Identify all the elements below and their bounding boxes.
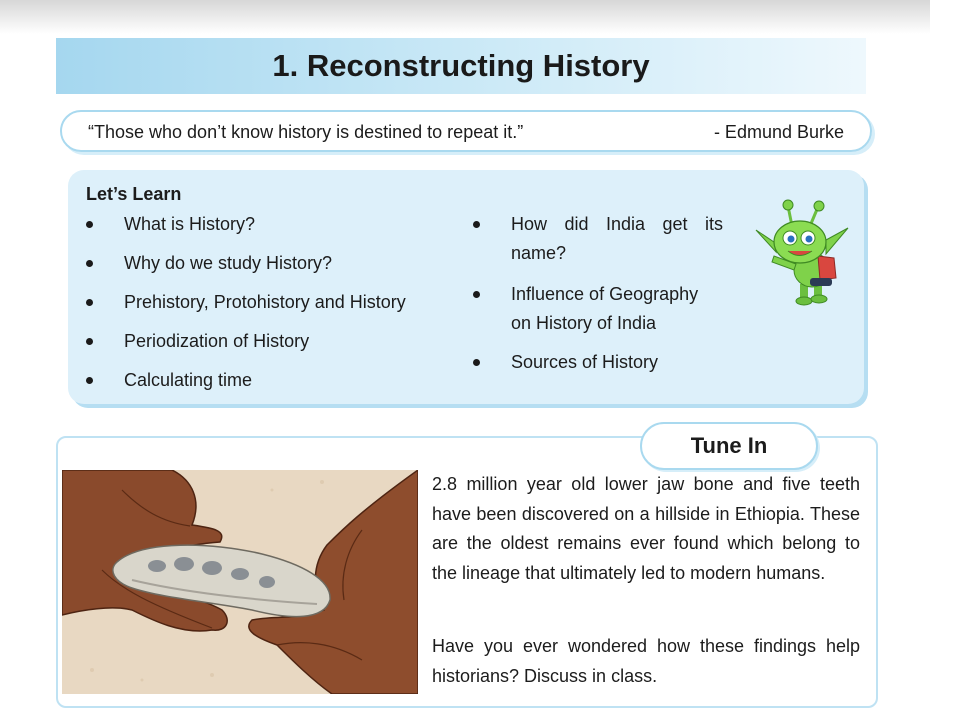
bullet-icon <box>86 299 93 306</box>
bullet-icon <box>473 359 480 366</box>
list-item-text: What is History? <box>124 214 256 234</box>
bullet-icon <box>86 377 93 384</box>
list-item-text: Influence of Geography on History of India <box>511 284 699 333</box>
bullet-icon <box>86 221 93 228</box>
tune-in-paragraph-1: 2.8 million year old lower jaw bone and five teeth have been discovered on a hillside in Ethiopia. These are the oldest remains ever found which belong to the lineage that ultimately led to modern humans. <box>432 474 860 583</box>
list-item-text: How did India get its name? <box>511 214 723 263</box>
green-alien-mascot-icon <box>752 198 852 308</box>
lets-learn-left-list <box>86 210 466 400</box>
list-item-text: Sources of History <box>511 352 659 372</box>
top-shadow <box>0 0 960 34</box>
bullet-icon <box>86 260 93 267</box>
tune-in-paragraph-2: Have you ever wondered how these findings help historians? Discuss in class. <box>432 636 860 686</box>
lets-learn-panel <box>68 170 864 404</box>
tune-in-label: Tune In <box>690 433 768 458</box>
right-margin <box>930 0 960 720</box>
list-item-text: Why do we study History? <box>124 253 333 273</box>
jawbone-fossil-photo <box>62 470 418 694</box>
list-item-text: Periodization of History <box>124 331 310 351</box>
bullet-icon <box>473 221 480 228</box>
quote-author: - Edmund Burke <box>713 122 844 142</box>
bullet-icon <box>86 338 93 345</box>
lets-learn-right-list <box>473 210 723 400</box>
tune-in-tab <box>640 422 818 470</box>
list-item-text: Calculating time <box>124 370 253 390</box>
quote-text: “Those who don’t know history is destined to repeat it.” <box>88 122 524 142</box>
quote-box <box>60 110 872 152</box>
bullet-icon <box>473 291 480 298</box>
lets-learn-heading: Let’s Learn <box>86 184 182 204</box>
chapter-title-bar <box>56 38 866 94</box>
chapter-title: 1. Reconstructing History <box>272 48 650 83</box>
list-item-text: Prehistory, Protohistory and History <box>124 292 406 312</box>
